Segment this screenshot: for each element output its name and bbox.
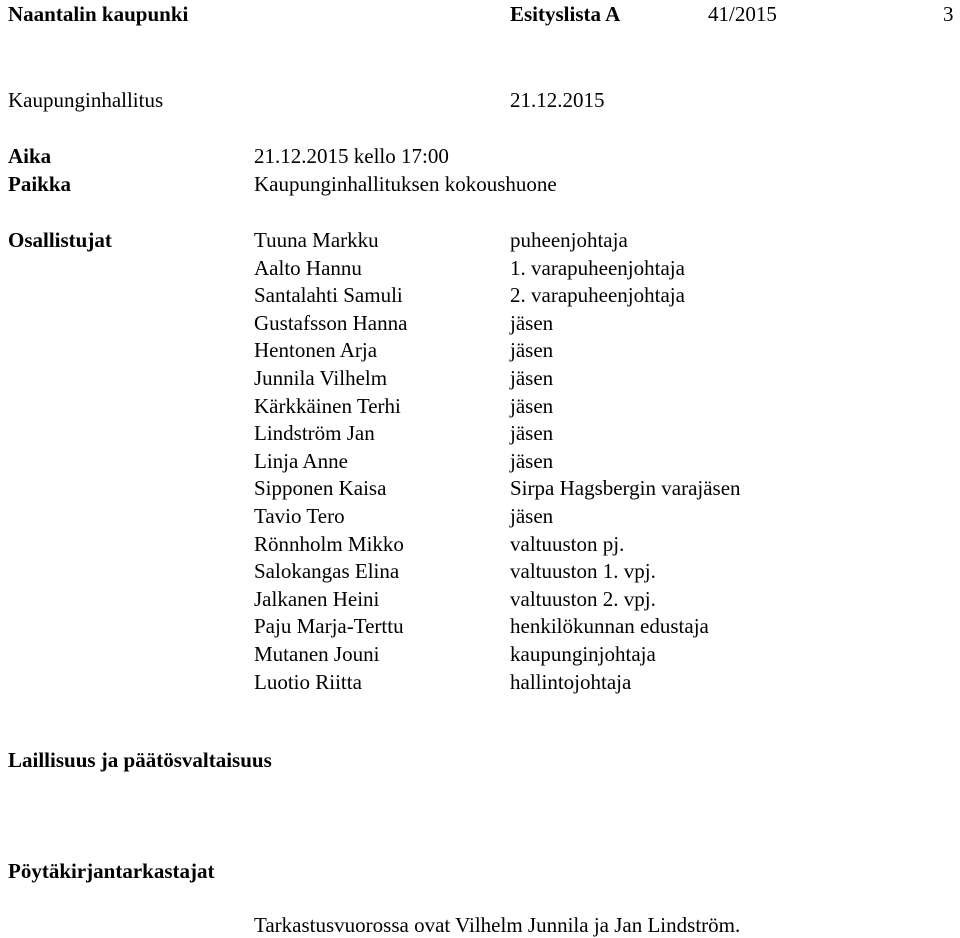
participant-row — [254, 285, 741, 313]
meeting-body: Kaupunginhallitus — [8, 88, 164, 112]
participant-name: Paju Marja-Terttu — [254, 614, 404, 639]
participant-role: Sirpa Hagsbergin varajäsen — [510, 476, 741, 501]
legality-heading: Laillisuus ja päätösvaltaisuus — [8, 748, 272, 772]
participant-row — [254, 423, 741, 451]
meeting-date: 21.12.2015 — [510, 88, 605, 112]
participant-name: Kärkkäinen Terhi — [254, 393, 401, 418]
participant-role: jäsen — [510, 338, 554, 363]
participant-name: Rönnholm Mikko — [254, 531, 404, 556]
agenda-number: 41/2015 — [708, 2, 777, 26]
place-value: Kaupunginhallituksen kokoushuone — [254, 172, 557, 196]
participant-row — [254, 448, 741, 479]
participant-role: 2. varapuheenjohtaja — [510, 283, 685, 308]
participant-role: jäsen — [510, 421, 554, 446]
participants-label: Osallistujat — [8, 228, 112, 252]
reviewers-text: Tarkastusvuorossa ovat Vilhelm Junnila ja Jan Lindström. — [254, 913, 741, 937]
participant-role: henkilökunnan edustaja — [510, 614, 709, 639]
participant-row — [254, 616, 741, 644]
participant-role: hallintojohtaja — [510, 669, 632, 694]
participant-name: Tuuna Markku — [254, 228, 379, 252]
participant-name: Luotio Riitta — [254, 669, 362, 694]
participant-role: 1. varapuheenjohtaja — [510, 255, 685, 280]
participant-role: jäsen — [510, 503, 554, 528]
participant-name: Jalkanen Heini — [254, 586, 380, 611]
participant-role: kaupunginjohtaja — [510, 641, 656, 666]
participant-row — [254, 503, 741, 534]
participant-role: valtuuston 2. vpj. — [510, 586, 656, 611]
participant-row — [254, 393, 741, 424]
participant-name: Lindström Jan — [254, 421, 375, 446]
participant-role: valtuuston 1. vpj. — [510, 559, 656, 584]
participant-name: Linja Anne — [254, 448, 348, 473]
participant-row — [254, 310, 741, 341]
time-label: Aika — [8, 144, 52, 168]
participant-role: puheenjohtaja — [510, 228, 628, 252]
participant-role: jäsen — [510, 365, 554, 390]
participant-row — [254, 365, 741, 396]
participant-row — [254, 255, 741, 286]
participant-row — [254, 586, 741, 617]
place-label: Paikka — [8, 172, 72, 196]
participant-row — [254, 531, 741, 562]
participant-role: jäsen — [510, 393, 554, 418]
agenda-title: Esityslista A — [510, 2, 621, 26]
time-value: 21.12.2015 kello 17:00 — [254, 144, 449, 168]
organization-name: Naantalin kaupunki — [8, 2, 189, 26]
participant-role: jäsen — [510, 448, 554, 473]
participant-row — [254, 340, 741, 368]
participant-role: valtuuston pj. — [510, 531, 625, 556]
participant-row — [254, 669, 741, 700]
participants-list — [254, 230, 741, 699]
page-number: 3 — [943, 2, 954, 26]
participant-row — [254, 641, 741, 672]
reviewers-heading: Pöytäkirjantarkastajat — [8, 859, 215, 883]
participant-name: Aalto Hannu — [254, 255, 362, 280]
participant-role: jäsen — [510, 310, 554, 335]
participant-row — [254, 561, 741, 589]
participant-name: Hentonen Arja — [254, 338, 378, 363]
participant-name: Tavio Tero — [254, 503, 345, 528]
participant-name: Santalahti Samuli — [254, 283, 403, 308]
participant-name: Gustafsson Hanna — [254, 310, 408, 335]
participant-name: Mutanen Jouni — [254, 641, 380, 666]
participant-row — [254, 478, 741, 506]
participant-name: Junnila Vilhelm — [254, 365, 388, 390]
participant-row — [254, 230, 741, 258]
participant-name: Salokangas Elina — [254, 559, 400, 584]
participant-name: Sipponen Kaisa — [254, 476, 387, 501]
